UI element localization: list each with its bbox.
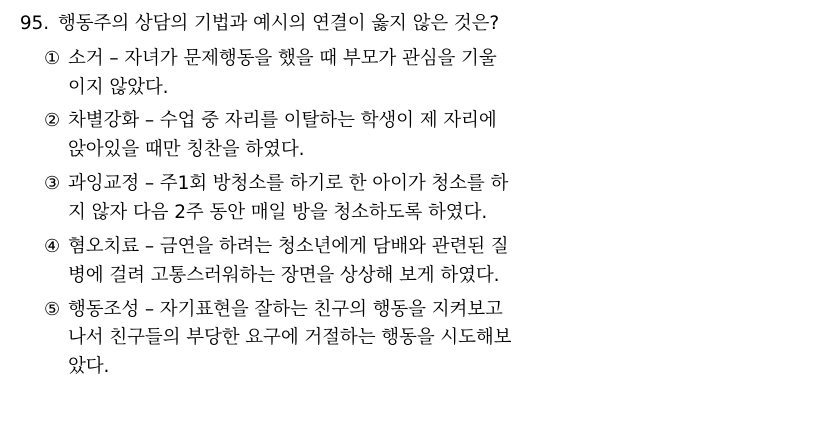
choice-line: 이지 않았다. [68, 76, 169, 98]
choice-item-1[interactable] [12, 45, 814, 103]
question-stem [12, 10, 814, 39]
choice-text-5 [68, 296, 814, 383]
choice-line: 앉아있을 때만 칭찬을 하였다. [68, 139, 305, 161]
choice-marker-1: ① [43, 47, 60, 69]
choice-marker-3: ③ [43, 173, 60, 195]
choice-marker-5: ⑤ [43, 298, 60, 320]
choice-line: 차별강화 – 수업 중 자리를 이탈하는 학생이 제 자리에 [68, 110, 497, 132]
choice-line: 았다. [68, 356, 110, 378]
choice-item-3[interactable] [12, 170, 814, 228]
choice-line: 지 않자 다음 2주 동안 매일 방을 청소하도록 하였다. [68, 201, 488, 223]
choice-line: 병에 걸려 고통스러워하는 장면을 상상해 보게 하였다. [68, 264, 500, 286]
choice-text-3 [68, 170, 814, 228]
choice-line: 행동조성 – 자기표현을 잘하는 친구의 행동을 지켜보고 [68, 298, 503, 320]
question-stem-text: 행동주의 상담의 기법과 예시의 연결이 옳지 않은 것은? [58, 13, 500, 34]
choice-line: 나서 친구들의 부당한 요구에 거절하는 행동을 시도해보 [68, 327, 512, 349]
choice-line: 과잉교정 – 주1회 방청소를 하기로 한 아이가 청소를 하 [68, 173, 509, 195]
choice-list [12, 45, 814, 382]
choice-item-5[interactable] [12, 296, 814, 383]
choice-item-2[interactable] [12, 107, 814, 165]
choice-line: 소거 – 자녀가 문제행동을 했을 때 부모가 관심을 기울 [68, 47, 497, 69]
choice-text-4 [68, 233, 814, 291]
question-number: 95. [19, 13, 49, 34]
choice-text-2 [68, 107, 814, 165]
choice-line: 혐오치료 – 금연을 하려는 청소년에게 담배와 관련된 질 [68, 235, 509, 257]
choice-text-1 [68, 45, 814, 103]
choice-marker-2: ② [43, 110, 60, 132]
choice-item-4[interactable] [12, 233, 814, 291]
choice-marker-4: ④ [43, 235, 60, 257]
